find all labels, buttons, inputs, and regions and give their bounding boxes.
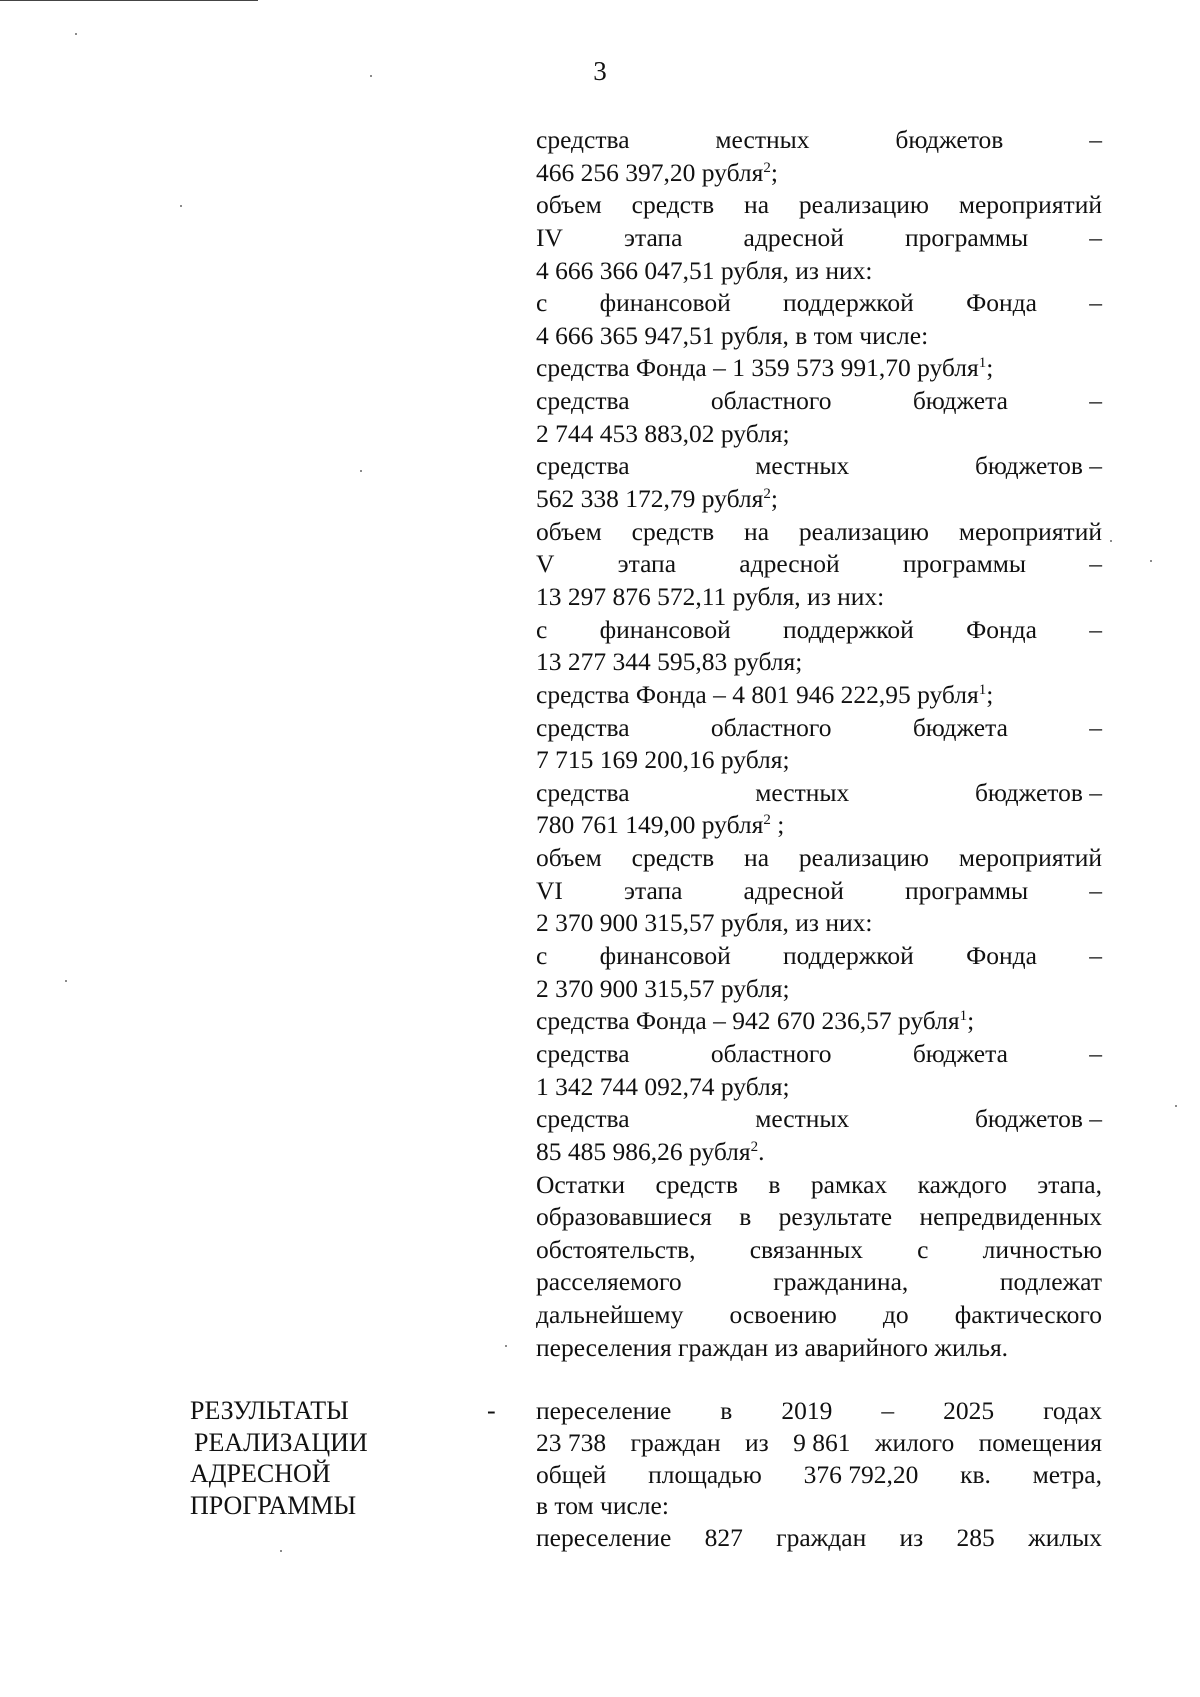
text-word: 2019 [781,1396,833,1425]
text-line [536,1234,1102,1267]
text-word: из [745,1427,769,1457]
text-word: личностью [982,1234,1102,1264]
text-word: средства [536,386,630,416]
text-word: VI [536,875,563,905]
text-word: метра, [1032,1459,1102,1489]
text-word: объем [536,190,602,220]
text-word: V [536,549,555,579]
text-line [536,1038,1102,1071]
text-line [536,1299,1102,1332]
footnote-mark: 1 [959,1008,968,1025]
text-word: помещения [978,1427,1102,1457]
text-word: с [536,941,548,971]
text-line [536,842,1102,875]
text-word: на [744,516,770,546]
scan-speck [1150,560,1152,562]
text-word: местных [755,777,850,807]
text-word: переселение [536,1396,672,1425]
text-word: средства Фонда – 4 801 946 222,95 рубля [536,679,979,709]
text-word: общей [536,1459,607,1489]
amount-with-footnote [536,158,778,187]
text-word: 2 744 453 883,02 рубля; [536,418,790,448]
footnote-mark: 2 [750,1138,759,1155]
text-word: переселения граждан из аварийного жилья. [536,1332,1009,1362]
footnote-mark: 2 [763,812,771,829]
text-word: средства [536,451,630,481]
text-word: этапа [617,549,677,579]
scan-speck [180,205,182,207]
text-word: 1 342 744 092,74 рубля; [536,1071,790,1101]
page-number: 3 [593,56,607,86]
title-line: АДРЕСНОЙ [190,1459,331,1488]
text-line [536,973,1102,1006]
text-word: Фонда [966,614,1037,644]
text-line [536,222,1102,255]
text-word: местных [755,1104,850,1134]
text-word: подлежат [999,1267,1102,1297]
text-line [536,287,1102,320]
text-word: мероприятий [958,843,1102,873]
text-line [536,614,1102,647]
text-word: – [1089,614,1102,644]
text-word: адресной [743,875,844,905]
text-word: 562 338 172,79 рубля [536,484,764,514]
text-word: – [881,1396,895,1425]
text-word: каждого [917,1169,1007,1199]
text-word: непредвиденных [919,1202,1102,1232]
text-word: местных [715,125,810,154]
title-line: ПРОГРАММЫ [190,1490,357,1520]
text-word: – [1089,125,1102,154]
text-word: 376 792,20 [803,1459,919,1489]
amount-with-footnote [536,484,778,513]
text-line [536,1136,1102,1169]
text-word: – [1089,875,1102,905]
text-word: бюджетов – [974,451,1102,481]
text-word: областного [710,1038,832,1068]
text-word: в [720,1396,733,1425]
text-word: результате [778,1202,893,1232]
text-line [536,940,1102,973]
text-word: 780 761 149,00 рубля [536,810,764,840]
text-word: – [1089,288,1102,318]
text-line [536,548,1102,581]
text-line [536,907,1102,940]
text-word: поддержкой [783,941,914,971]
text-word: бюджета [912,1038,1008,1068]
text-line [536,646,1102,679]
text-word: средств [631,843,715,873]
scan-speck [1110,540,1112,542]
funding-text [536,124,1102,1364]
amount-with-footnote [536,1006,974,1035]
punctuation: ; [770,484,778,514]
text-word: с [536,614,548,644]
text-word: финансовой [599,288,731,318]
text-line [536,352,1102,385]
text-line [536,875,1102,908]
text-word: бюджетов [895,125,1004,154]
text-word: с [536,288,548,318]
text-word: программы [902,549,1026,579]
text-word: средства [536,777,630,807]
text-word: – [1089,1038,1102,1068]
text-word: программы [905,222,1029,252]
text-word: 2 370 900 315,57 рубля, из них: [536,908,873,938]
text-word: средств [631,516,715,546]
text-word: рамках [810,1169,888,1199]
text-word: программы [905,875,1029,905]
text-word: в том числе: [536,1491,669,1521]
text-word: – [1089,386,1102,416]
text-word: жилых [1028,1523,1102,1553]
text-line [536,255,1102,288]
text-word: 13 277 344 595,83 рубля; [536,647,803,677]
text-word: 466 256 397,20 рубля [536,157,764,187]
text-word: 13 297 876 572,11 рубля, из них: [536,581,885,611]
text-word: средств [631,190,715,220]
text-word: финансовой [599,941,731,971]
text-word: бюджета [912,712,1008,742]
text-word: мероприятий [958,190,1102,220]
text-word: поддержкой [783,288,914,318]
text-word: реализацию [798,190,929,220]
text-word: бюджетов – [974,777,1102,807]
text-word: средств [655,1169,738,1199]
text-line [536,124,1102,157]
text-line [536,320,1102,353]
text-line [536,679,1102,712]
text-line [536,712,1102,745]
text-word: переселение [536,1523,672,1553]
text-line [536,157,1102,190]
text-line [536,1490,1102,1522]
text-word: фактического [954,1300,1102,1330]
text-word: IV [536,222,563,252]
text-line [536,1427,1102,1459]
text-line [536,809,1102,842]
text-word: в [768,1169,781,1199]
text-word: объем [536,843,602,873]
text-word: средства [536,1104,630,1134]
text-word: дальнейшему [536,1300,684,1330]
text-line [536,1332,1102,1365]
text-word: 85 485 986,26 рубля [536,1136,751,1166]
text-word: на [744,190,770,220]
footnote-mark: 2 [763,486,771,503]
top-rule [0,0,258,1]
text-word: 827 [704,1523,743,1553]
text-line [536,1071,1102,1104]
footnote-mark: 1 [978,355,987,372]
results-section-title [190,1395,368,1521]
text-line [536,450,1102,483]
text-word: средства Фонда – 942 670 236,57 рубля [536,1006,960,1036]
text-word: местных [755,451,850,481]
scan-speck [65,980,67,982]
text-word: средства [536,1038,630,1068]
text-word: бюджета [912,386,1008,416]
title-dash: - [487,1396,496,1425]
text-line [536,777,1102,810]
text-word: гражданина, [773,1267,909,1297]
text-line [536,516,1102,549]
amount-with-footnote [536,810,784,839]
text-line [536,418,1102,451]
text-word: жилого [874,1427,955,1457]
text-word: из [899,1523,924,1553]
text-word: на [744,843,770,873]
text-word: поддержкой [783,614,914,644]
text-line [536,744,1102,777]
text-word: средства Фонда – 1 359 573 991,70 рубля [536,353,979,383]
text-word: Фонда [966,288,1037,318]
text-word: 4 666 366 047,51 рубля, из них: [536,255,873,285]
text-line [536,1266,1102,1299]
text-word: связанных [749,1234,864,1264]
text-word: мероприятий [958,516,1102,546]
text-word: 9 861 [793,1427,851,1457]
text-word: кв. [960,1459,991,1489]
text-word: граждан [776,1523,867,1553]
punctuation: ; [770,810,785,840]
text-word: – [1089,222,1102,252]
text-word: реализацию [798,516,929,546]
text-word: 2 370 900 315,57 рубля; [536,973,790,1003]
punctuation: ; [770,157,778,187]
text-line [536,1522,1102,1554]
text-word: Фонда [966,941,1037,971]
amount-with-footnote [536,680,993,709]
punctuation: ; [986,679,994,709]
text-word: граждан [630,1427,721,1457]
amount-with-footnote [536,353,993,382]
text-line [536,1103,1102,1136]
text-word: бюджетов – [974,1104,1102,1134]
text-line [536,189,1102,222]
text-word: с [917,1234,929,1264]
scan-speck [1175,1105,1177,1107]
text-line [536,385,1102,418]
text-word: в [739,1202,752,1232]
punctuation: ; [967,1006,975,1036]
title-line: РЕАЛИЗАЦИИ [194,1427,368,1457]
text-word: финансовой [599,614,731,644]
text-word: областного [710,386,832,416]
text-word: адресной [743,222,844,252]
text-word: 7 715 169 200,16 рубля; [536,745,790,775]
text-word: 23 738 [536,1427,607,1457]
text-word: областного [710,712,832,742]
text-word: – [1089,549,1102,579]
punctuation: ; [986,353,994,383]
text-line [536,1201,1102,1234]
text-word: расселяемого [536,1267,682,1297]
scan-speck [370,75,372,77]
text-word: 4 666 365 947,51 рубля, в том числе: [536,320,929,350]
text-line [536,483,1102,516]
text-line [536,1169,1102,1202]
text-word: площадью [648,1459,762,1489]
title-line: РЕЗУЛЬТАТЫ [190,1396,349,1425]
text-word: освоению [729,1300,837,1330]
results-section-body [536,1395,1102,1554]
text-word: до [882,1300,909,1330]
text-word: 285 [956,1523,995,1553]
text-line [536,1459,1102,1491]
footnote-mark: 1 [978,681,987,698]
text-word: обстоятельств, [536,1234,696,1264]
text-word: реализацию [798,843,929,873]
text-word: Остатки [536,1169,626,1199]
text-line [536,1395,1102,1427]
text-word: годах [1043,1396,1102,1425]
scan-speck [75,33,77,35]
text-line [536,581,1102,614]
scan-speck [280,1550,282,1552]
text-word: образовавшиеся [536,1202,712,1232]
text-line [536,1005,1102,1038]
text-word: – [1089,712,1102,742]
scan-speck [505,1345,507,1347]
text-word: 2025 [943,1396,995,1425]
text-word: объем [536,516,602,546]
text-word: средства [536,125,630,154]
text-word: адресной [739,549,840,579]
text-word: этапа [624,875,683,905]
text-word: средства [536,712,630,742]
text-word: этапа, [1037,1169,1102,1199]
amount-with-footnote [536,1137,765,1166]
footnote-mark: 2 [763,159,771,176]
scan-speck [360,470,362,472]
punctuation: . [758,1136,765,1166]
text-word: – [1089,941,1102,971]
text-word: этапа [624,222,683,252]
